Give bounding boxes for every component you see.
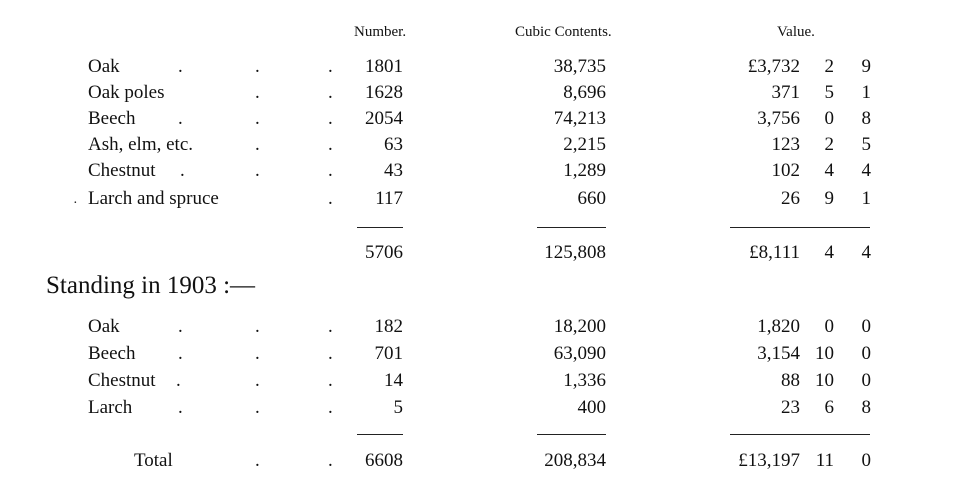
table-row [0, 80, 960, 106]
leader-dot: . [328, 343, 333, 364]
leader-dot: . [328, 316, 333, 337]
row-pence: 8 [861, 397, 871, 418]
table-row [0, 368, 960, 394]
leader-dot: . [255, 160, 260, 181]
total-row [0, 448, 960, 474]
sum-rule [537, 227, 606, 228]
row-pence: 0 [861, 316, 871, 337]
total-number: 6608 [365, 450, 403, 471]
row-name: Oak poles [88, 82, 165, 103]
subtotal-number: 5706 [365, 242, 403, 263]
row-name: Oak [88, 56, 120, 77]
sum-rule [730, 227, 870, 228]
row-shillings: 9 [824, 188, 834, 209]
row-pence: 0 [861, 370, 871, 391]
leader-dot: . [178, 56, 183, 77]
row-number: 1801 [365, 56, 403, 77]
leader-dot: . [255, 397, 260, 418]
leader-dot: . [255, 343, 260, 364]
row-pence: 0 [861, 343, 871, 364]
leader-dot: . [255, 108, 260, 129]
row-name: Oak [88, 316, 120, 337]
row-shillings: 2 [824, 56, 834, 77]
row-shillings: 5 [824, 82, 834, 103]
leader-dot: . [178, 343, 183, 364]
row-pence: 9 [861, 56, 871, 77]
table-row [0, 132, 960, 158]
leader-dot: . [328, 160, 333, 181]
table-row [0, 54, 960, 80]
row-shillings: 6 [824, 397, 834, 418]
sum-rule [357, 227, 403, 228]
leader-dot: . [178, 316, 183, 337]
row-pounds: 23 [781, 397, 800, 418]
row-cubic: 18,200 [553, 316, 606, 337]
header-number: Number. [354, 24, 407, 40]
row-shillings: 10 [815, 343, 834, 364]
row-cubic: 1,289 [563, 160, 606, 181]
subtotal-row [0, 240, 960, 266]
total-shillings: 11 [815, 450, 834, 471]
leader-dot: . [255, 316, 260, 337]
row-cubic: 400 [577, 397, 606, 418]
sum-rule [537, 434, 606, 435]
row-pounds: 102 [771, 160, 800, 181]
row-pounds: 371 [771, 82, 800, 103]
row-pence: 8 [861, 108, 871, 129]
sum-rule [730, 434, 870, 435]
total-label: Total [134, 450, 173, 471]
row-pounds: 123 [771, 134, 800, 155]
row-cubic: 74,213 [553, 108, 606, 129]
row-cubic: 8,696 [563, 82, 606, 103]
table-row [0, 314, 960, 340]
section-heading: Standing in 1903 :— [46, 272, 256, 299]
total-cubic: 208,834 [544, 450, 606, 471]
leader-dot: . [255, 134, 260, 155]
row-name: Ash, elm, etc. [88, 134, 194, 155]
row-number: 5 [393, 397, 403, 418]
row-number: 1628 [365, 82, 403, 103]
row-cubic: 660 [577, 188, 606, 209]
subtotal-pence: 4 [861, 242, 871, 263]
row-pounds: 88 [781, 370, 800, 391]
row-number: 43 [384, 160, 403, 181]
row-name: Chestnut [88, 370, 156, 391]
leader-dot: . [328, 397, 333, 418]
table-row [0, 395, 960, 421]
table-row [0, 186, 960, 212]
leader-dot: . [328, 188, 333, 209]
leader-dot: . [176, 370, 181, 391]
row-pence: 5 [861, 134, 871, 155]
stray-mark: · [73, 196, 78, 211]
row-number: 14 [384, 370, 403, 391]
row-shillings: 2 [824, 134, 834, 155]
row-pence: 4 [861, 160, 871, 181]
row-name: Chestnut [88, 160, 156, 181]
leader-dot: . [328, 134, 333, 155]
leader-dot: . [255, 56, 260, 77]
total-pence: 0 [861, 450, 871, 471]
subtotal-pounds: £8,111 [749, 242, 800, 263]
row-cubic: 63,090 [553, 343, 606, 364]
row-name: Larch and spruce [88, 188, 219, 209]
row-number: 182 [374, 316, 403, 337]
row-shillings: 0 [824, 108, 834, 129]
row-pounds: 1,820 [757, 316, 800, 337]
row-name: Beech [88, 108, 136, 129]
row-shillings: 0 [824, 316, 834, 337]
sum-rule [357, 434, 403, 435]
table-row [0, 341, 960, 367]
table-row [0, 106, 960, 132]
row-shillings: 10 [815, 370, 834, 391]
subtotal-shillings: 4 [824, 242, 834, 263]
row-number: 117 [375, 188, 403, 209]
leader-dot: . [255, 370, 260, 391]
row-name: Larch [88, 397, 133, 418]
row-pence: 1 [861, 82, 871, 103]
leader-dot: . [328, 450, 333, 471]
header-value: Value. [777, 24, 815, 40]
leader-dot: . [178, 108, 183, 129]
row-cubic: 2,215 [563, 134, 606, 155]
row-pounds: £3,732 [747, 56, 800, 77]
row-number: 63 [384, 134, 403, 155]
row-pounds: 3,154 [757, 343, 800, 364]
leader-dot: . [328, 370, 333, 391]
row-pounds: 26 [781, 188, 800, 209]
row-pence: 1 [861, 188, 871, 209]
leader-dot: . [328, 56, 333, 77]
table-row [0, 158, 960, 184]
header-cubic-contents: Cubic Contents. [515, 24, 612, 40]
row-shillings: 4 [824, 160, 834, 181]
row-name: Beech [88, 343, 136, 364]
leader-dot: . [178, 397, 183, 418]
subtotal-cubic: 125,808 [544, 242, 606, 263]
row-cubic: 38,735 [553, 56, 606, 77]
leader-dot: . [328, 82, 333, 103]
leader-dot: . [255, 82, 260, 103]
row-number: 701 [374, 343, 403, 364]
leader-dot: . [180, 160, 185, 181]
row-pounds: 3,756 [757, 108, 800, 129]
leader-dot: . [328, 108, 333, 129]
leader-dot: . [255, 450, 260, 471]
row-cubic: 1,336 [563, 370, 606, 391]
row-number: 2054 [365, 108, 403, 129]
total-pounds: £13,197 [738, 450, 800, 471]
